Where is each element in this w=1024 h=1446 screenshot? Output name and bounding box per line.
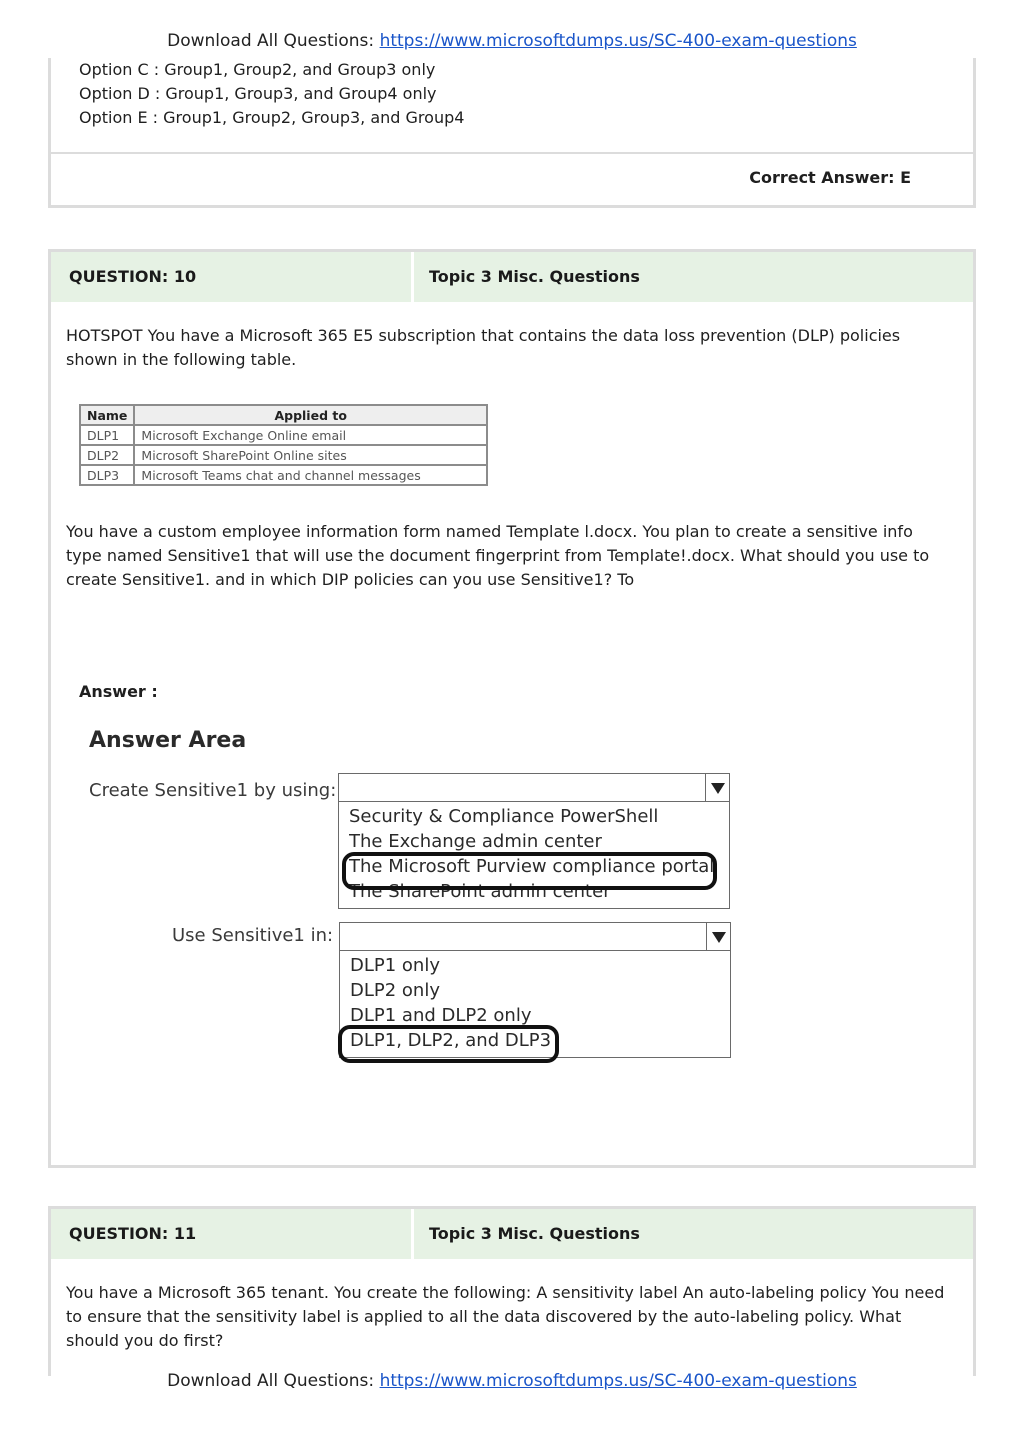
table-cell: DLP2: [80, 445, 134, 465]
selected-answer-mark: [338, 1025, 559, 1063]
divider: [51, 152, 973, 154]
question-number: QUESTION: 10: [51, 252, 414, 302]
question-10-card: [48, 249, 976, 1168]
dropdown-option[interactable]: DLP1, DLP2, and DLP3: [350, 1030, 552, 1051]
page-footer: [0, 1371, 1024, 1391]
dropdown-option[interactable]: The Exchange admin center: [349, 831, 602, 852]
dropdown-selected[interactable]: [339, 774, 729, 802]
dropdown-option[interactable]: The SharePoint admin center: [349, 881, 611, 902]
table-cell: Microsoft Teams chat and channel messages: [134, 465, 487, 485]
download-link[interactable]: https://www.microsoftdumps.us/SC-400-exam-questions: [379, 1371, 857, 1391]
question-intro: HOTSPOT You have a Microsoft 365 E5 subscription that contains the data loss prevention (DLP) policies shown in the following table.: [66, 326, 901, 369]
use-label: Use Sensitive1 in:: [172, 925, 334, 946]
option-c: Option C : Group1, Group2, and Group3 only: [79, 60, 436, 79]
correct-answer: Correct Answer: E: [749, 168, 911, 187]
selected-answer-mark: [342, 852, 717, 890]
page-header: [0, 31, 1024, 51]
answer-label: Answer :: [79, 682, 158, 701]
question-number: QUESTION: 11: [51, 1209, 414, 1259]
question-header: [51, 252, 973, 302]
dlp-policy-table: [79, 404, 488, 486]
table-cell: Microsoft Exchange Online email: [134, 425, 487, 445]
download-prefix: Download All Questions:: [167, 1371, 380, 1391]
table-header-name: Name: [80, 405, 134, 425]
dropdown-option[interactable]: DLP2 only: [350, 980, 440, 1001]
download-prefix: Download All Questions:: [167, 31, 380, 51]
table-header-row: [80, 405, 487, 425]
option-d: Option D : Group1, Group3, and Group4 only: [79, 84, 437, 103]
dropdown-option[interactable]: The Microsoft Purview compliance portal: [349, 856, 715, 877]
create-label: Create Sensitive1 by using:: [89, 780, 337, 801]
table-cell: DLP3: [80, 465, 134, 485]
option-list: [79, 58, 464, 130]
answer-area-title: Answer Area: [89, 728, 247, 753]
table-row: [80, 425, 487, 445]
question-body: You have a Microsoft 365 tenant. You create the following: A sensitivity label An auto-labeling policy You need to ensure that the sensitivity label is applied to all the data discovered by the auto-labeling policy. What should you do first?: [66, 1283, 945, 1350]
dropdown-option[interactable]: DLP1 only: [350, 955, 440, 976]
question-topic: Topic 3 Misc. Questions: [429, 267, 640, 286]
table-header-applied-to: Applied to: [134, 405, 487, 425]
chevron-down-icon[interactable]: [705, 774, 729, 802]
dropdown-option[interactable]: DLP1 and DLP2 only: [350, 1005, 532, 1026]
chevron-down-icon[interactable]: [706, 923, 730, 951]
table-cell: DLP1: [80, 425, 134, 445]
previous-question-card: [48, 58, 976, 208]
table-row: [80, 465, 487, 485]
table-cell: Microsoft SharePoint Online sites: [134, 445, 487, 465]
question-topic: Topic 3 Misc. Questions: [429, 1224, 640, 1243]
dropdown-selected[interactable]: [340, 923, 730, 951]
download-link[interactable]: https://www.microsoftdumps.us/SC-400-exam-questions: [379, 31, 857, 51]
option-e: Option E : Group1, Group2, Group3, and Group4: [79, 108, 465, 127]
question-11-card: [48, 1206, 976, 1376]
table-row: [80, 445, 487, 465]
question-body: You have a custom employee information form named Template l.docx. You plan to create a sensitive info type named Sensitive1 that will use the document fingerprint from Template!.docx. What should you use to create Sensitive1. and in which DIP policies can you use Sensitive1? To: [66, 522, 930, 589]
dropdown-option[interactable]: Security & Compliance PowerShell: [349, 806, 659, 827]
question-header: [51, 1209, 973, 1259]
